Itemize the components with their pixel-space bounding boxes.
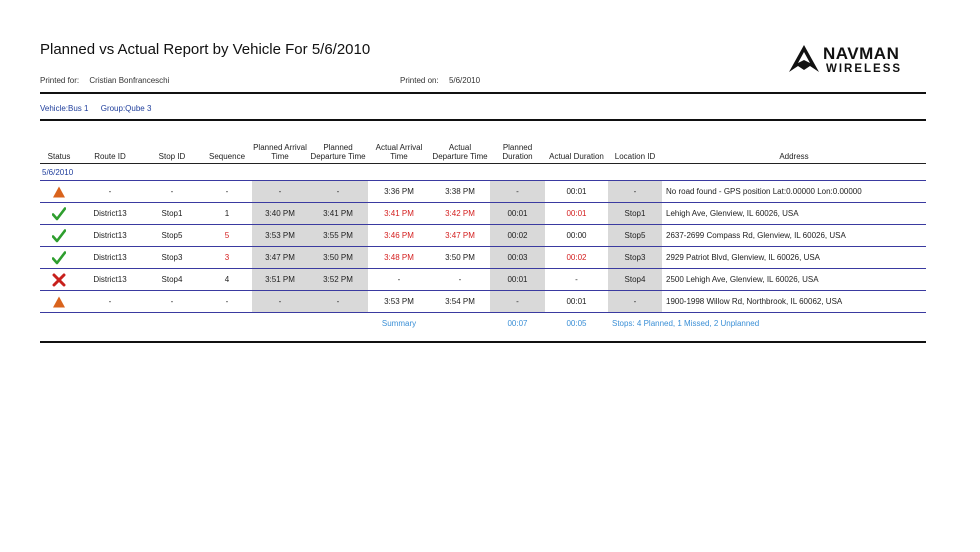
cell-stop: Stop1 — [142, 203, 202, 225]
cell-seq: 5 — [202, 225, 252, 247]
checkmark-icon — [52, 229, 66, 243]
navman-logo-icon — [788, 44, 820, 74]
cell-route: District13 — [78, 225, 142, 247]
cell-seq: 1 — [202, 203, 252, 225]
cell-loc: Stop4 — [608, 269, 662, 291]
status-cell — [40, 181, 78, 203]
checkmark-icon — [52, 207, 66, 221]
cell-addr: 2637-2699 Compass Rd, Glenview, IL 60026, USA — [662, 225, 926, 247]
cell-seq: 4 — [202, 269, 252, 291]
printed-on — [400, 76, 480, 85]
printed-on-value: 5/6/2010 — [448, 76, 481, 85]
report-title: Planned vs Actual Report by Vehicle For 5/6/2010 — [40, 41, 371, 58]
summary-actual-duration: 00:05 — [566, 318, 587, 328]
col-route-id: Route ID — [78, 121, 142, 164]
printed-for-label: Printed for: — [40, 76, 80, 85]
table-row — [40, 181, 926, 203]
status-cell — [40, 225, 78, 247]
col-planned-arrival: Planned Arrival Time — [252, 121, 308, 164]
table-bottom-divider — [40, 341, 926, 343]
x-icon — [52, 273, 66, 287]
cell-seq: - — [202, 291, 252, 313]
cell-p-dur: 00:02 — [490, 225, 545, 247]
cell-loc: Stop3 — [608, 247, 662, 269]
date-group-row — [40, 164, 926, 181]
vehicle-label: Vehicle:Bus 1 — [40, 104, 89, 113]
logo-sub: WIRELESS — [826, 63, 903, 75]
cell-p-arr: - — [252, 181, 308, 203]
cell-stop: - — [142, 181, 202, 203]
warning-triangle-icon — [52, 185, 66, 199]
cell-a-dur: - — [545, 269, 608, 291]
cell-stop: Stop4 — [142, 269, 202, 291]
cell-p-arr: - — [252, 291, 308, 313]
table-row — [40, 291, 926, 313]
cell-a-dep: 3:54 PM — [430, 291, 490, 313]
navman-logo — [788, 44, 928, 78]
cell-route: District13 — [78, 203, 142, 225]
summary-row — [40, 313, 926, 334]
cell-loc: - — [608, 291, 662, 313]
status-cell — [40, 291, 78, 313]
cell-a-arr: 3:46 PM — [368, 225, 430, 247]
cell-seq: 3 — [202, 247, 252, 269]
cell-route: - — [78, 181, 142, 203]
cell-a-arr: 3:53 PM — [368, 291, 430, 313]
cell-a-dur: 00:00 — [545, 225, 608, 247]
summary-spacer — [40, 313, 368, 334]
date-group-label: 5/6/2010 — [40, 164, 926, 181]
cell-a-arr: 3:36 PM — [368, 181, 430, 203]
report-table — [40, 121, 926, 333]
summary-spacer — [430, 313, 490, 334]
cell-seq: - — [202, 181, 252, 203]
cell-addr: 1900-1998 Willow Rd, Northbrook, IL 60062, USA — [662, 291, 926, 313]
cell-a-arr: 3:41 PM — [368, 203, 430, 225]
col-address: Address — [662, 121, 926, 164]
table-row — [40, 269, 926, 291]
table-header-row — [40, 121, 926, 164]
cell-addr: Lehigh Ave, Glenview, IL 60026, USA — [662, 203, 926, 225]
cell-a-dep: - — [430, 269, 490, 291]
cell-p-dep: - — [308, 291, 368, 313]
cell-p-dep: - — [308, 181, 368, 203]
cell-p-arr: 3:40 PM — [252, 203, 308, 225]
cell-p-dur: - — [490, 181, 545, 203]
col-location-id: Location ID — [608, 121, 662, 164]
cell-p-arr: 3:53 PM — [252, 225, 308, 247]
header-divider — [40, 92, 926, 94]
cell-a-dep: 3:42 PM — [430, 203, 490, 225]
cell-a-dep: 3:47 PM — [430, 225, 490, 247]
col-actual-arrival: Actual Arrival Time — [368, 121, 430, 164]
col-planned-duration: Planned Duration — [490, 121, 545, 164]
table-row — [40, 203, 926, 225]
cell-a-arr: 3:48 PM — [368, 247, 430, 269]
col-actual-duration: Actual Duration — [545, 121, 608, 164]
cell-route: - — [78, 291, 142, 313]
cell-addr: 2500 Lehigh Ave, Glenview, IL 60026, USA — [662, 269, 926, 291]
summary-planned-duration: 00:07 — [507, 318, 528, 328]
cell-p-dep: 3:41 PM — [308, 203, 368, 225]
col-planned-departure: Planned Departure Time — [308, 121, 368, 164]
printed-on-label: Printed on: — [400, 76, 439, 85]
status-cell — [40, 269, 78, 291]
cell-stop: Stop5 — [142, 225, 202, 247]
cell-stop: - — [142, 291, 202, 313]
cell-p-dur: - — [490, 291, 545, 313]
cell-p-arr: 3:51 PM — [252, 269, 308, 291]
cell-p-dep: 3:55 PM — [308, 225, 368, 247]
summary-label: Summary — [381, 318, 417, 328]
printed-for — [40, 76, 169, 85]
cell-p-dep: 3:52 PM — [308, 269, 368, 291]
cell-a-dur: 00:01 — [545, 203, 608, 225]
cell-stop: Stop3 — [142, 247, 202, 269]
col-sequence: Sequence — [202, 121, 252, 164]
cell-addr: No road found - GPS position Lat:0.00000 Lon:0.00000 — [662, 181, 926, 203]
table-row — [40, 247, 926, 269]
vehicle-info — [40, 104, 161, 113]
cell-route: District13 — [78, 247, 142, 269]
cell-p-dep: 3:50 PM — [308, 247, 368, 269]
logo-brand: NAVMAN — [823, 44, 900, 63]
status-cell — [40, 203, 78, 225]
status-cell — [40, 247, 78, 269]
cell-a-dep: 3:50 PM — [430, 247, 490, 269]
cell-a-dep: 3:38 PM — [430, 181, 490, 203]
checkmark-icon — [52, 251, 66, 265]
cell-loc: - — [608, 181, 662, 203]
cell-loc: Stop1 — [608, 203, 662, 225]
cell-addr: 2929 Patriot Blvd, Glenview, IL 60026, USA — [662, 247, 926, 269]
col-actual-departure: Actual Departure Time — [430, 121, 490, 164]
cell-a-dur: 00:02 — [545, 247, 608, 269]
col-stop-id: Stop ID — [142, 121, 202, 164]
cell-route: District13 — [78, 269, 142, 291]
table-row — [40, 225, 926, 247]
cell-p-dur: 00:03 — [490, 247, 545, 269]
printed-for-value: Cristian Bonfranceschi — [89, 76, 170, 85]
cell-p-arr: 3:47 PM — [252, 247, 308, 269]
cell-p-dur: 00:01 — [490, 269, 545, 291]
cell-a-dur: 00:01 — [545, 181, 608, 203]
cell-a-dur: 00:01 — [545, 291, 608, 313]
warning-triangle-icon — [52, 295, 66, 309]
group-label: Group:Qube 3 — [100, 104, 152, 113]
cell-loc: Stop5 — [608, 225, 662, 247]
cell-p-dur: 00:01 — [490, 203, 545, 225]
col-status: Status — [40, 121, 78, 164]
summary-stops: Stops: 4 Planned, 1 Missed, 2 Unplanned — [612, 318, 760, 328]
cell-a-arr: - — [368, 269, 430, 291]
